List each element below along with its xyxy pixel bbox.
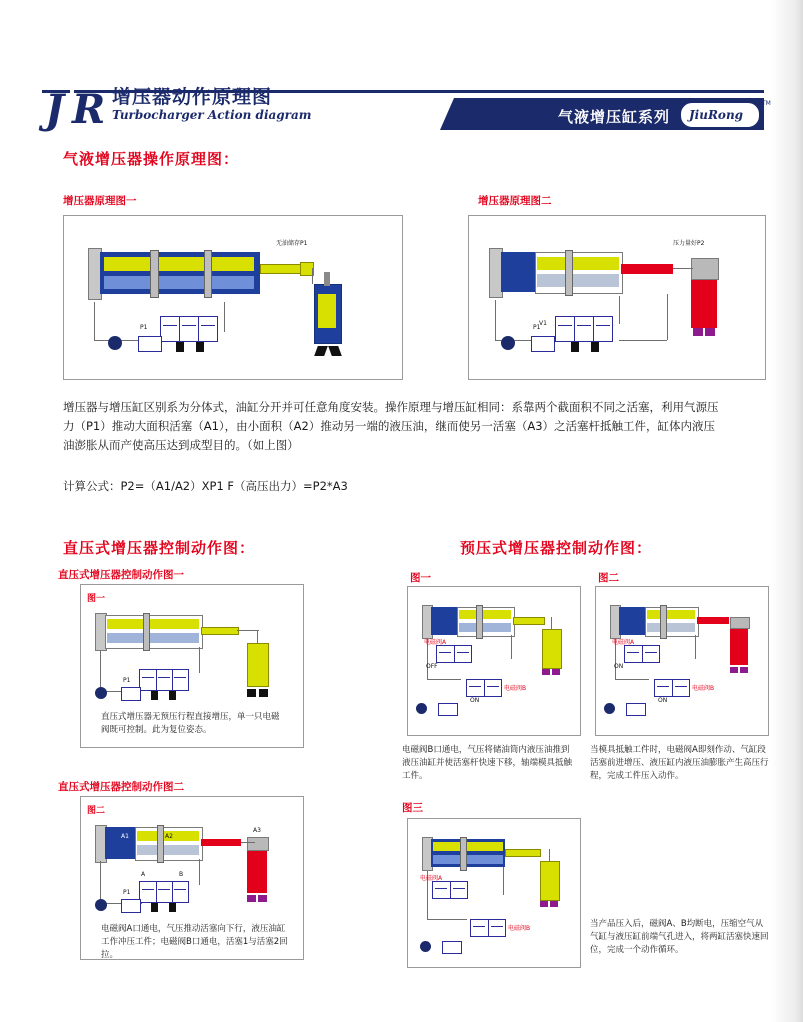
- section3-figure3: [407, 818, 581, 968]
- header-title-en: Turbocharger Action diagram: [112, 108, 312, 122]
- fig1-valve-foot-1: [176, 342, 184, 352]
- brand-badge-label: JiuRong: [689, 108, 744, 122]
- s3f1-base-left: [542, 669, 550, 675]
- s3f1-rod: [513, 617, 545, 625]
- s3f1-regulator: [438, 703, 458, 716]
- s3f3-solenoid-valve-b: [470, 919, 506, 937]
- s2f2-air-source: [95, 899, 107, 911]
- s2f1-chamber-bottom: [107, 633, 199, 643]
- section1-figure2: [468, 215, 766, 380]
- s3f2-chamber-top: [647, 610, 695, 619]
- brand-badge: [680, 102, 760, 128]
- fig1-valve-foot-2: [196, 342, 204, 352]
- s2f2-label-a1: A1: [121, 833, 129, 840]
- s2f1-base-right: [259, 689, 268, 697]
- s2f2-valve-foot-2: [169, 903, 176, 912]
- fig2-chamber-top: [537, 257, 619, 270]
- section3-fig1-tag: 图一: [410, 572, 431, 584]
- s3f1-pipe-bottom: [427, 679, 461, 680]
- s3f2-tank-top: [730, 617, 750, 629]
- s2f2-piston: [157, 825, 164, 863]
- s2f2-solenoid-valve: [139, 881, 189, 903]
- fig2-pipe-bottom2: [619, 340, 667, 341]
- logo-letter-r: R: [72, 86, 106, 133]
- fig2-air-head: [501, 252, 535, 292]
- section2-fig1-tag: 图一: [87, 594, 106, 604]
- s2f2-pipe-left: [100, 861, 101, 903]
- section2-fig2-caption: 直压式增压器控制动作图二: [58, 781, 184, 793]
- fig2-piston: [565, 250, 573, 296]
- s3f2-sol-b-label: 电磁阀B: [692, 685, 715, 692]
- s2f2-regulator: [121, 899, 141, 913]
- s2f1-pipe-rod: [237, 630, 259, 631]
- fig2-pressure-label: 压力量好P2: [673, 240, 705, 247]
- fig2-chamber-bottom: [537, 274, 619, 287]
- s3f1-air-source: [416, 703, 427, 714]
- section2-figure2: [80, 796, 304, 960]
- section1-figure1: [63, 215, 403, 380]
- s2f2-label-a: A: [141, 871, 146, 878]
- fig1-air-chamber: [104, 257, 254, 271]
- section1-paragraph: 增压器与增压缸区别系为分体式，油缸分开并可任意角度安装。操作原理与增压缸相同：系靠两个截面积不同之活塞，利用气源压力（P1）推动大面积活塞（A1），由小面积（A2）推动另一端的液压油，继而使另一活塞（A3）之活塞杆抵触工件，缸体内液压油澎胀从而产使高压达到成型目的。（如上图）: [63, 400, 719, 452]
- fig2-tank-top: [691, 258, 719, 280]
- s3f1-off-label: OFF: [426, 663, 438, 670]
- s2f1-pipe-tank: [257, 630, 258, 644]
- s2f2-chamber-bottom: [137, 845, 199, 855]
- s2f1-piston: [143, 613, 150, 651]
- fig2-base-right: [705, 328, 715, 336]
- s3f3-chamber-bottom: [433, 855, 503, 864]
- fig2-solenoid-valve: [555, 316, 613, 342]
- section3-fig3-tag: 图三: [402, 802, 423, 814]
- s3f3-base-left: [540, 901, 548, 907]
- section1-title: 气液增压器操作原理图：: [63, 150, 240, 168]
- s3f2-pipe-mid: [695, 635, 696, 659]
- s3f3-pipe-mid: [503, 867, 504, 895]
- fig1-solenoid-valve: [160, 316, 218, 342]
- fig2-p1-label: P1: [533, 324, 541, 331]
- fig2-regulator: [531, 336, 555, 352]
- s2f2-air-head: [105, 827, 135, 859]
- section1-fig2-caption: 增压器原理图二: [478, 195, 552, 207]
- section2-fig1-text: 直压式增压器无预压行程直接增压，单一只电磁阀既可控制。此为复位姿态。: [101, 712, 280, 735]
- section2-figure1: [80, 584, 304, 748]
- fig2-air-source: [501, 336, 515, 350]
- s3f1-solenoid-valve-b: [466, 679, 502, 697]
- fig2-rod: [621, 264, 673, 274]
- s3f2-air-head: [619, 607, 645, 635]
- s2f2-label-b: B: [179, 871, 184, 878]
- fig2-valve-foot-1: [571, 342, 579, 352]
- section3-figure1: [407, 586, 581, 736]
- s2f1-solenoid-valve: [139, 669, 189, 691]
- s2f1-valve-foot-2: [169, 691, 176, 700]
- s2f2-p1-label: P1: [123, 889, 131, 896]
- fig1-oil-level: [318, 294, 336, 328]
- fig1-air-source: [108, 336, 122, 350]
- s2f2-tank-top: [247, 837, 269, 851]
- s3f1-pipe-tank: [551, 617, 552, 629]
- s3f3-oil-tank: [540, 861, 560, 901]
- section3-fig1-text: 电磁阀B口通电，气压将储油筒内液压油推到液压油缸并使活塞杆快速下移，轴端模具抵触工件。: [402, 745, 573, 781]
- s3f2-oil-tank: [730, 627, 748, 665]
- s3f2-base-right: [740, 667, 748, 673]
- s3f1-sol-a-label: 电磁阀A: [424, 639, 447, 646]
- section1-formula: 计算公式：P2=（A1/A2）XP1 F（高压出力）=P2*A3: [63, 479, 348, 493]
- s3f2-pipe-bottom: [615, 679, 649, 680]
- section2-fig2-tag: 图二: [87, 806, 106, 816]
- s2f1-valve-foot-1: [151, 691, 158, 700]
- fig2-pipe-right: [667, 294, 668, 340]
- trademark-symbol: TM: [762, 100, 771, 107]
- s2f1-air-source: [95, 687, 107, 699]
- s2f2-base-right: [258, 895, 267, 902]
- s2f1-chamber-top: [107, 619, 199, 629]
- fig2-v1-label: V1: [539, 320, 547, 327]
- fig1-base-right: [328, 346, 342, 356]
- s3f3-piston: [460, 837, 467, 871]
- s3f1-air-head: [431, 607, 457, 635]
- s3f1-sol-b-label: 电磁阀B: [504, 685, 527, 692]
- s3f3-solenoid-valve-a: [432, 881, 468, 899]
- section3-figure2: [595, 586, 769, 736]
- s3f3-sol-b-label: 电磁阀B: [508, 925, 531, 932]
- fig1-pipe-tank: [312, 268, 313, 284]
- fig1-regulator: [138, 336, 162, 352]
- fig2-base-left: [693, 328, 703, 336]
- s2f2-valve-foot-1: [151, 903, 158, 912]
- s3f3-rod: [505, 849, 541, 857]
- section3-fig2-tag: 图二: [598, 572, 619, 584]
- s3f3-pipe-tank: [549, 849, 550, 861]
- s3f1-chamber-bottom: [459, 623, 511, 632]
- fig1-tank-neck: [324, 272, 330, 286]
- s3f2-air-source: [604, 703, 615, 714]
- s3f2-solenoid-valve-b: [654, 679, 690, 697]
- fig1-base-left: [314, 346, 328, 356]
- s3f1-pipe-mid: [511, 635, 512, 659]
- s3f2-piston: [660, 605, 667, 639]
- s2f1-oil-tank: [247, 643, 269, 687]
- s2f2-label-a3: A3: [253, 827, 261, 834]
- s2f1-p1-label: P1: [123, 677, 131, 684]
- s2f2-base-left: [247, 895, 256, 902]
- section2-fig1-caption: 直压式增压器控制动作图一: [58, 569, 184, 581]
- section3-fig2-text: 当模具抵触工件时，电磁阀A即刻作动、气缸段活塞前进增压、液压缸内液压油膨胀产生高压行程，完成工件压入动作。: [590, 745, 769, 781]
- s3f2-regulator: [626, 703, 646, 716]
- s3f2-sol-a-label: 电磁阀A: [612, 639, 635, 646]
- fig1-piston-a2: [204, 250, 212, 298]
- fig1-air-port-label: 无油储存P1: [276, 240, 308, 247]
- s2f2-oil-tank: [247, 849, 267, 893]
- fig2-pipe-left: [495, 300, 496, 340]
- s3f3-chamber-top: [433, 842, 503, 851]
- s3f3-air-source: [420, 941, 431, 952]
- s2f1-rod: [201, 627, 239, 635]
- s3f2-rod: [697, 617, 729, 624]
- s3f2-solenoid-valve-a: [624, 645, 660, 663]
- s3f3-sol-a-label: 电磁阀A: [420, 875, 443, 882]
- s2f2-pipe-mid: [199, 859, 200, 885]
- s3f3-pipe-bottom: [427, 919, 467, 920]
- header-series-label: 气液增压缸系列: [558, 108, 671, 126]
- s3f1-base-right: [552, 669, 560, 675]
- s2f1-pipe-mid: [199, 647, 200, 673]
- s3f1-chamber-top: [459, 610, 511, 619]
- fig1-piston-chamber: [104, 276, 254, 289]
- fig2-valve-foot-2: [591, 342, 599, 352]
- s3f1-solenoid-valve-a: [436, 645, 472, 663]
- s3f2-base-left: [730, 667, 738, 673]
- fig2-pipe-mid: [619, 296, 620, 324]
- s3f2-on-label-2: ON: [658, 697, 668, 704]
- s2f2-rod: [201, 839, 241, 846]
- s2f2-pipe-rod: [241, 842, 255, 843]
- logo-letter-j: J: [45, 86, 62, 133]
- fig1-pipe-left: [94, 302, 95, 340]
- section2-fig2-text: 电磁阀A口通电，气压推动活塞向下行，液压油缸工作冲压工件；电磁阀B口通电，活塞1与活塞2回拉。: [101, 924, 288, 960]
- fig2-pipe-rod: [673, 268, 693, 269]
- fig1-p1-label: P1: [140, 324, 148, 331]
- header-title-cn: 增压器动作原理图: [112, 86, 273, 108]
- s3f2-on-label: ON: [614, 663, 624, 670]
- s3f1-piston: [476, 605, 483, 639]
- section1-fig1-caption: 增压器原理图一: [63, 195, 137, 207]
- s3f2-chamber-bottom: [647, 623, 695, 632]
- section3-fig3-text: 当产品压入后，磁阀A、B均断电，压缩空气从气缸与液压缸前端气孔进入，将两缸活塞快速回位，完成一个动作循环。: [590, 919, 769, 955]
- s2f1-regulator: [121, 687, 141, 701]
- fig1-pipe-mid: [224, 302, 225, 332]
- fig2-oil-tank: [691, 278, 717, 328]
- page-header: [0, 38, 803, 133]
- s3f1-on-label: ON: [470, 697, 480, 704]
- s2f1-pipe-left: [100, 651, 101, 691]
- section3-title: 预压式增压器控制动作图：: [460, 539, 653, 557]
- section2-title: 直压式增压器控制动作图：: [63, 539, 256, 557]
- s2f2-label-a2: A2: [165, 833, 173, 840]
- s3f3-base-right: [550, 901, 558, 907]
- fig1-piston-a1: [150, 250, 159, 298]
- s3f3-regulator: [442, 941, 462, 954]
- s3f1-oil-tank: [542, 629, 562, 669]
- s2f1-base-left: [247, 689, 256, 697]
- company-logo: [45, 86, 106, 133]
